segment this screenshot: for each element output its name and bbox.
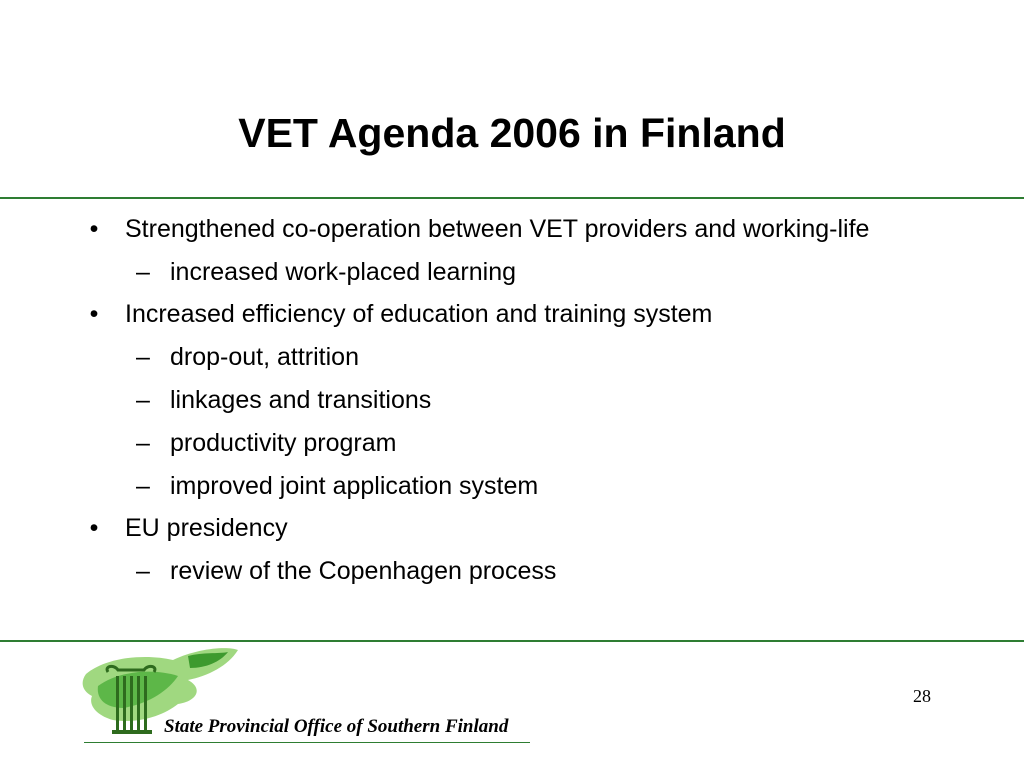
sub-bullet-item	[84, 382, 944, 418]
sub-bullet-text: linkages and transitions	[170, 386, 432, 414]
bullet-text: Strengthened co-operation between VET providers and working-life	[125, 215, 870, 243]
sub-bullet-item	[84, 339, 944, 375]
bullet-mark: •	[89, 215, 99, 243]
sub-bullet-item	[84, 468, 944, 504]
bullet-text: EU presidency	[125, 514, 288, 542]
bullet-text: Increased efficiency of education and training system	[125, 300, 713, 328]
sub-bullet-item	[84, 553, 944, 589]
slide-title: VET Agenda 2006 in Finland	[238, 110, 786, 156]
bullet-mark: •	[89, 300, 99, 328]
dash-mark: –	[136, 343, 150, 371]
bullet-list	[84, 211, 944, 589]
bullet-item	[84, 211, 944, 247]
sub-bullet-item	[84, 425, 944, 461]
dash-mark: –	[136, 258, 150, 286]
sub-bullet-text: productivity program	[170, 429, 397, 457]
bullet-item	[84, 296, 944, 332]
organization-name: State Provincial Office of Southern Finland	[164, 716, 509, 737]
footer-logo-line	[84, 742, 530, 743]
dash-mark: –	[136, 429, 150, 457]
sub-bullet-text: review of the Copenhagen process	[170, 557, 557, 585]
dash-mark: –	[136, 557, 150, 585]
sub-bullet-text: improved joint application system	[170, 472, 539, 500]
sub-bullet-text: increased work-placed learning	[170, 258, 517, 286]
title-divider	[0, 197, 1024, 199]
bullet-item	[84, 510, 944, 546]
sub-bullet-text: drop-out, attrition	[170, 343, 359, 371]
sub-bullet-item	[84, 254, 944, 290]
page-number: 28	[913, 686, 931, 706]
dash-mark: –	[136, 386, 150, 414]
footer-divider	[0, 640, 1024, 642]
dash-mark: –	[136, 472, 150, 500]
bullet-mark: •	[89, 514, 99, 542]
